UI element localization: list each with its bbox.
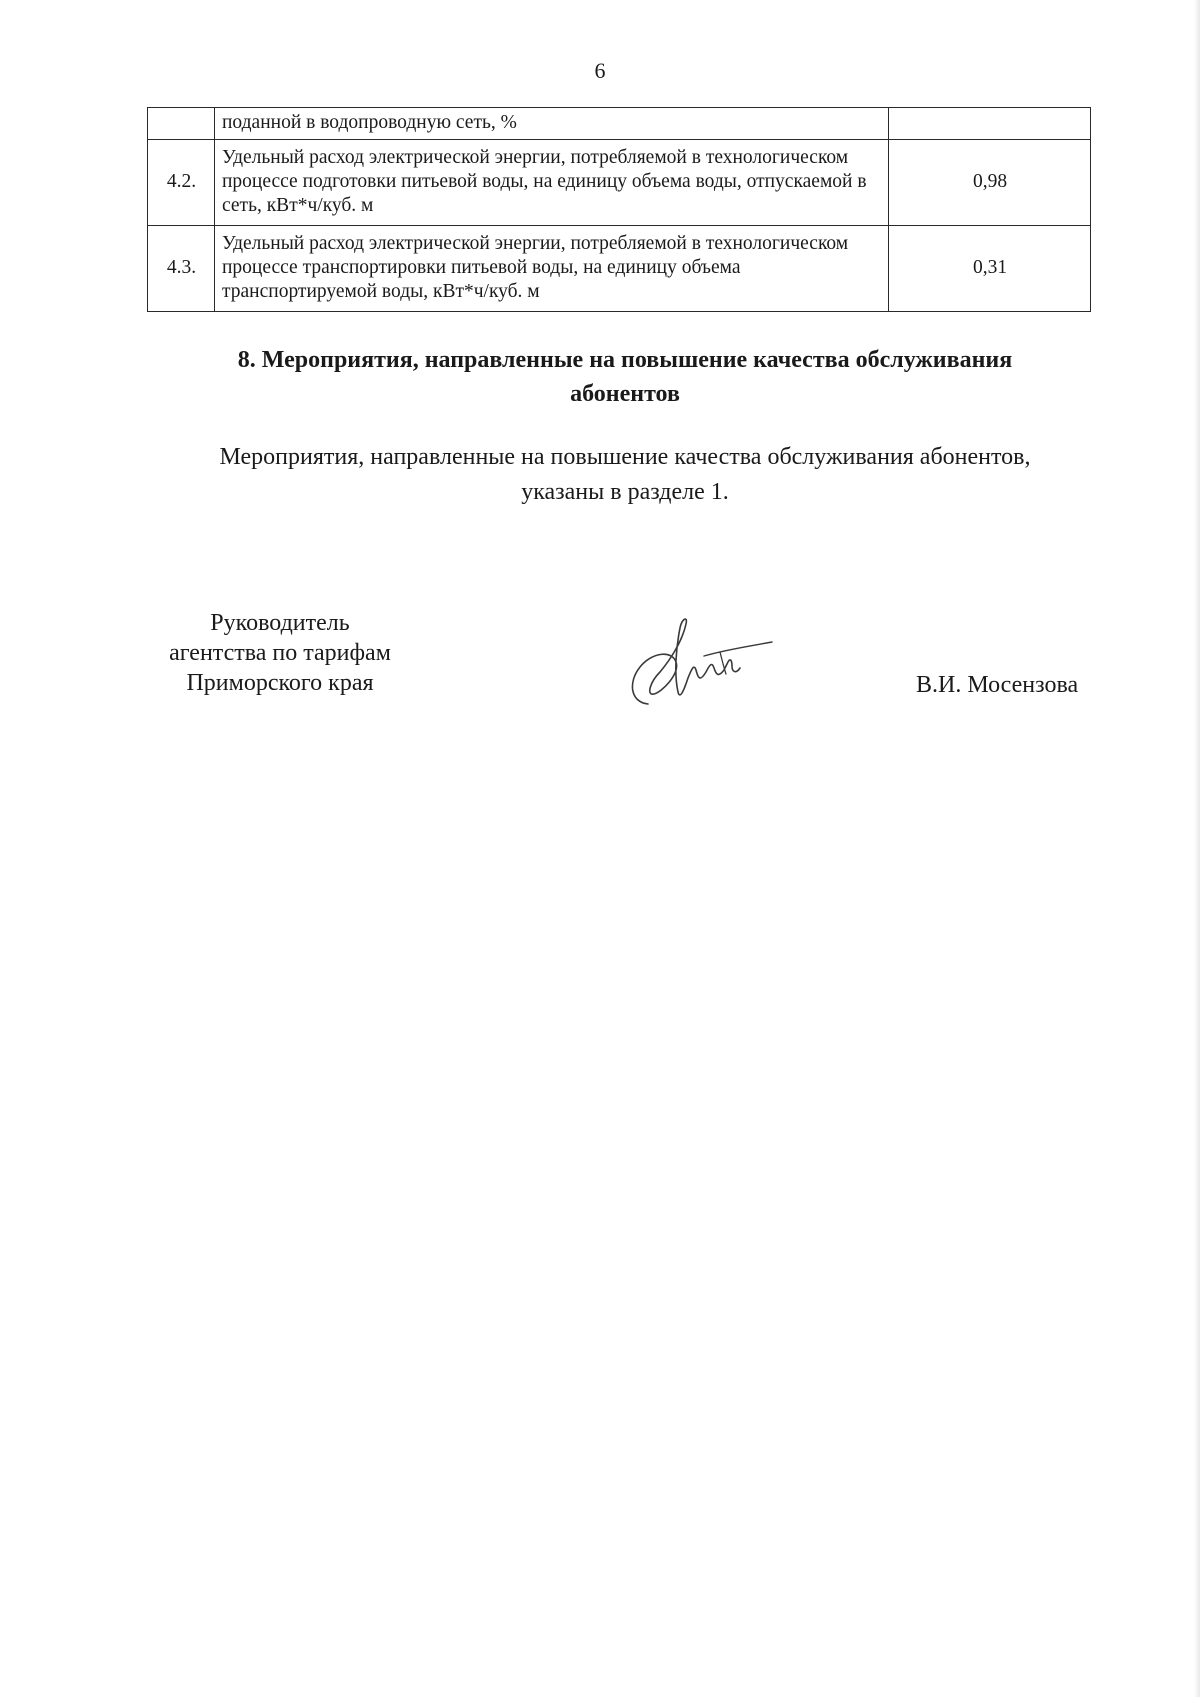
signatory-name: В.И. Мосензова (916, 672, 1079, 698)
section-heading-line: абонентов (570, 381, 680, 407)
signatory-title-line: агентства по тарифам (169, 640, 391, 666)
table-row (148, 226, 1091, 312)
row-description-cell: Удельный расход электрической энергии, потребляемой в технологическом процессе подготовки питьевой воды, на единицу объема воды, отпускаемой в сеть, кВт*ч/куб. м (215, 140, 889, 226)
body-line: указаны в разделе 1. (521, 479, 729, 505)
row-number-cell: 4.2. (148, 140, 215, 226)
handwritten-signature (620, 612, 780, 712)
row-value-cell: 0,31 (889, 226, 1091, 312)
table-row (148, 140, 1091, 226)
row-value-cell (889, 108, 1091, 140)
signatory-title-line: Руководитель (210, 610, 350, 636)
signatory-title (130, 608, 430, 698)
section-8-body (140, 440, 1110, 510)
scan-edge (1194, 0, 1200, 1697)
row-description-cell: поданной в водопроводную сеть, % (215, 108, 889, 140)
row-number-cell: 4.3. (148, 226, 215, 312)
row-value-cell: 0,98 (889, 140, 1091, 226)
row-description-cell: Удельный расход электрической энергии, потребляемой в технологическом процессе транспортировки питьевой воды, на единицу объема транспортируемой воды, кВт*ч/куб. м (215, 226, 889, 312)
section-8-heading (150, 343, 1100, 411)
body-line: Мероприятия, направленные на повышение качества обслуживания абонентов, (219, 444, 1031, 470)
table-row (148, 108, 1091, 140)
row-number-cell (148, 108, 215, 140)
page-number: 6 (594, 58, 606, 83)
indicators-table (147, 107, 1091, 312)
signatory-title-line: Приморского края (186, 670, 374, 696)
section-heading-line: 8. Мероприятия, направленные на повышение качества обслуживания (237, 347, 1013, 373)
